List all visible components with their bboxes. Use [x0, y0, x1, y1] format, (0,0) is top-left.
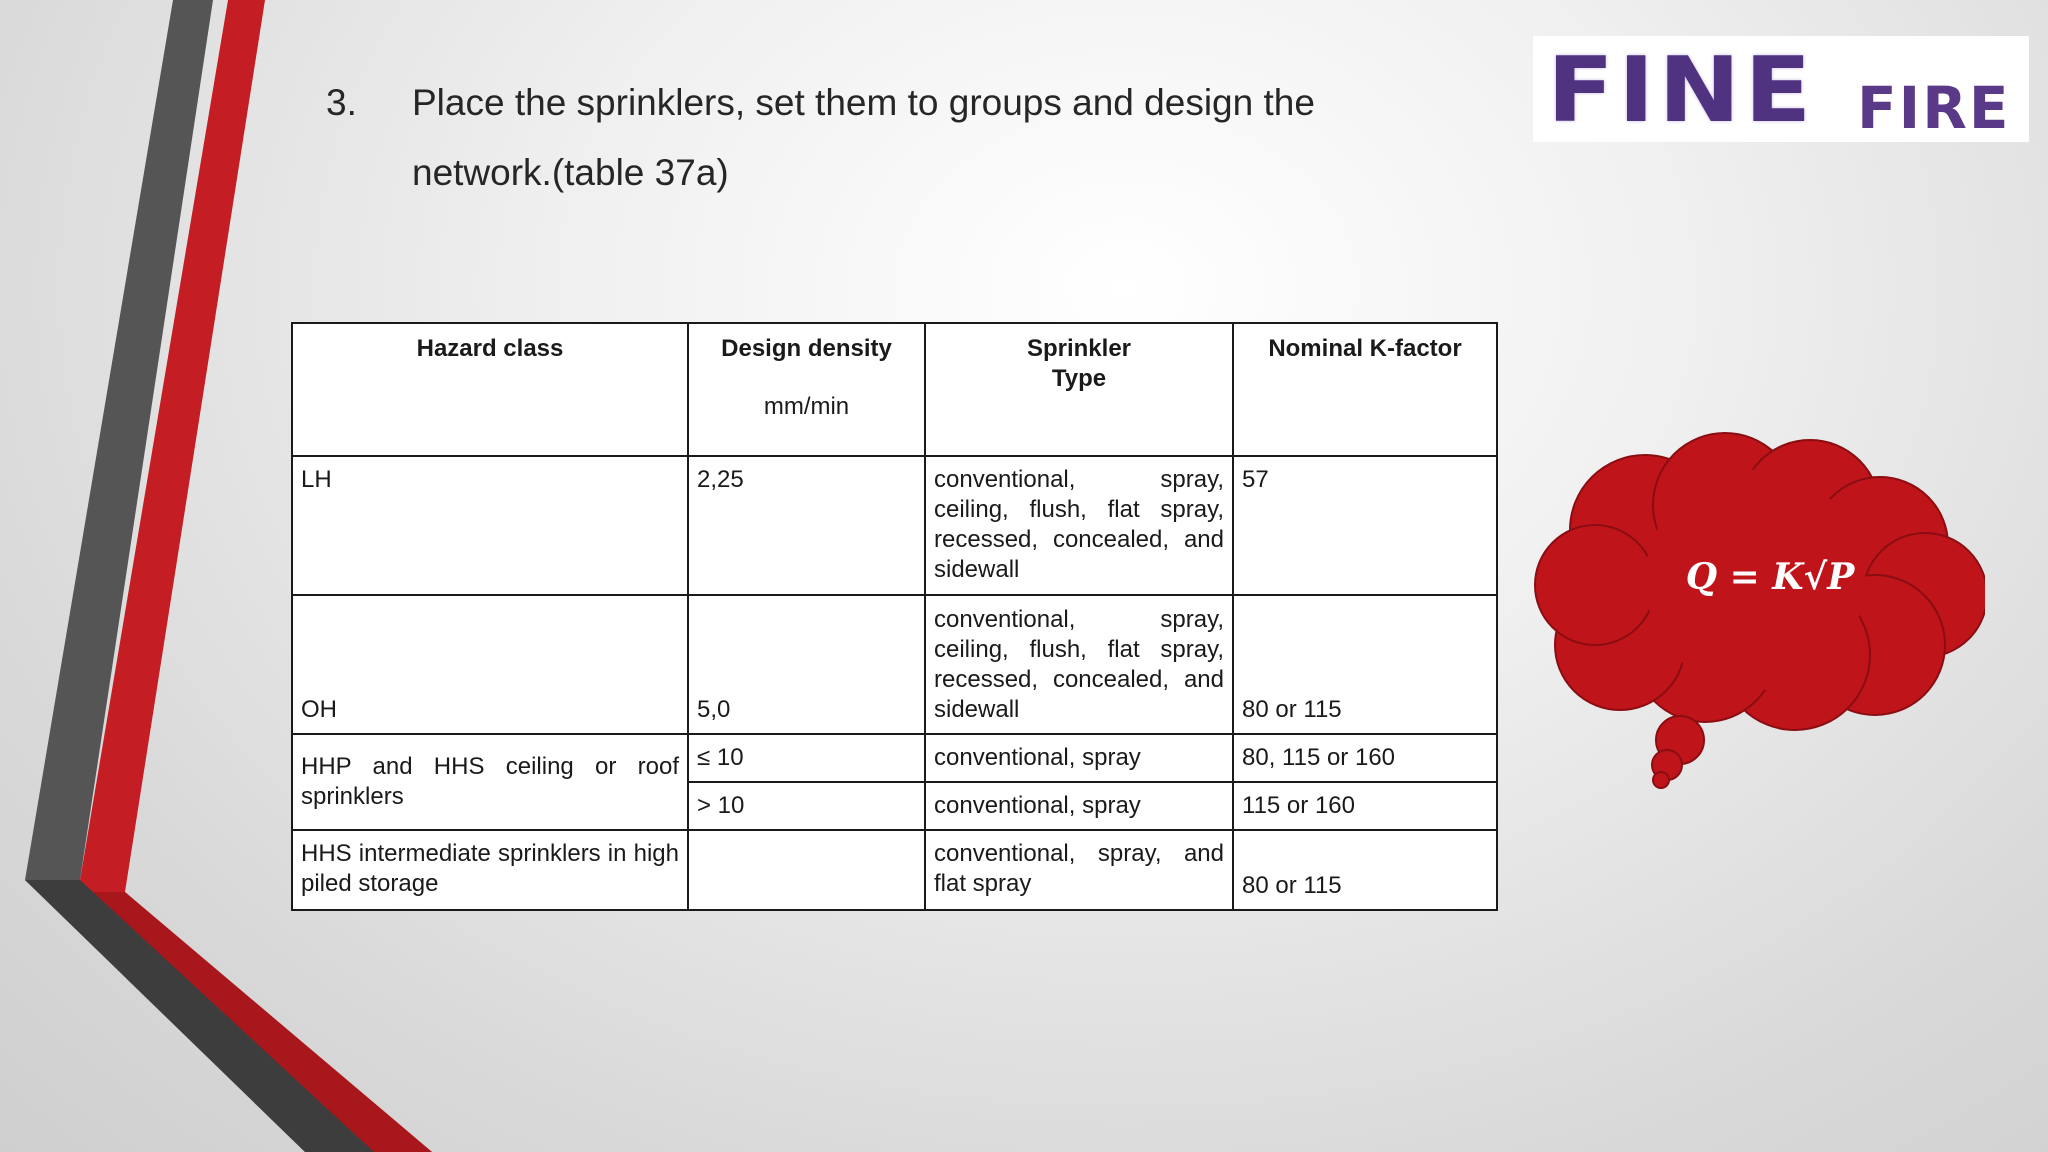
- header-design-density: [688, 323, 925, 456]
- cell-hazard: OH: [292, 595, 688, 734]
- cell-k-factor: 115 or 160: [1233, 782, 1497, 830]
- finefire-logo: [1533, 36, 2029, 142]
- cell-k-factor: 80, 115 or 160: [1233, 734, 1497, 782]
- cell-hazard: HHP and HHS ceiling or roof sprinklers: [292, 734, 688, 830]
- thought-cloud: [1525, 430, 1985, 790]
- header-type-line2: Type: [1051, 365, 1107, 392]
- header-density-unit: mm/min: [763, 393, 850, 420]
- table-header-row: [292, 323, 1497, 456]
- header-hazard-class: Hazard class: [292, 323, 688, 456]
- table-row: [292, 595, 1497, 734]
- logo-fine-text: FINE: [1547, 38, 1816, 143]
- cell-hazard: HHS intermediate sprinklers in high piled storage: [292, 830, 688, 910]
- table-row: [292, 830, 1497, 910]
- cell-type: conventional, spray, and flat spray: [925, 830, 1233, 910]
- logo-fire-text: FIRE: [1857, 74, 2011, 142]
- header-sprinkler-type: [925, 323, 1233, 456]
- header-k-factor: Nominal K-factor: [1233, 323, 1497, 456]
- sprinkler-table: [291, 322, 1498, 911]
- gray-band-shade: [25, 880, 374, 1152]
- cell-type: conventional, spray, ceiling, flush, flat spray, recessed, concealed, and sidewall: [925, 456, 1233, 595]
- flow-formula: Q = K√P: [1685, 556, 1855, 598]
- cell-k-factor: 57: [1233, 456, 1497, 595]
- cell-density: > 10: [688, 782, 925, 830]
- cell-density: ≤ 10: [688, 734, 925, 782]
- cell-type: conventional, spray: [925, 782, 1233, 830]
- heading-number: 3.: [326, 82, 357, 123]
- cell-type: conventional, spray: [925, 734, 1233, 782]
- cell-density: [688, 830, 925, 910]
- table-row: [292, 456, 1497, 595]
- header-type-line1: Sprinkler: [1026, 335, 1132, 362]
- table-row: [292, 734, 1497, 782]
- cell-density: 2,25: [688, 456, 925, 595]
- cell-hazard: LH: [292, 456, 688, 595]
- cell-k-factor: 80 or 115: [1233, 830, 1497, 910]
- heading-text: Place the sprinklers, set them to groups and design the network.(table 37a): [412, 82, 1315, 193]
- cell-k-factor: 80 or 115: [1233, 595, 1497, 734]
- cell-density: 5,0: [688, 595, 925, 734]
- cell-type: conventional, spray, ceiling, flush, flat spray, recessed, concealed, and sidewall: [925, 595, 1233, 734]
- header-density-label: Design density: [721, 335, 892, 362]
